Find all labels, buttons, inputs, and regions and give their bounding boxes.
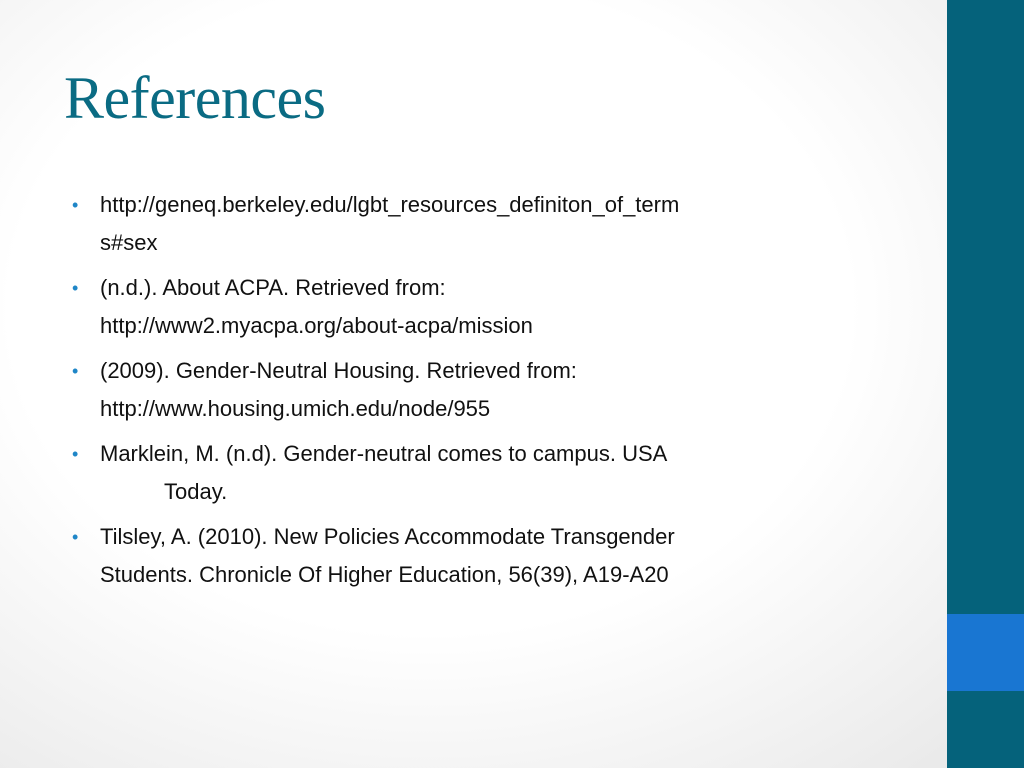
bullet-icon: • [72,444,79,464]
reference-item-2 [72,269,872,345]
reference-line: http://www.housing.umich.edu/node/955 [100,396,491,421]
bullet-icon: • [72,195,79,215]
reference-line: http://geneq.berkeley.edu/lgbt_resources_definiton_of_term [100,192,680,217]
reference-item-4 [72,435,872,511]
reference-line: s#sex [100,230,158,255]
reference-line: Today. [164,479,228,504]
reference-line: Students. Chronicle Of Higher Education, 56(39), A19-A20 [100,562,669,587]
bullet-icon: • [72,361,79,381]
bullet-icon: • [72,527,79,547]
reference-item-5 [72,518,872,594]
reference-line: Marklein, M. (n.d). Gender-neutral comes to campus. USA [100,441,668,466]
reference-item-1 [72,186,872,262]
slide-title: References [64,65,326,131]
reference-line: (2009). Gender-Neutral Housing. Retrieved from: [100,358,577,383]
reference-list [72,186,872,601]
side-accent-block [947,614,1024,691]
reference-item-3 [72,352,872,428]
bullet-icon: • [72,278,79,298]
reference-line: Tilsley, A. (2010). New Policies Accommodate Transgender [100,524,675,549]
reference-line: (n.d.). About ACPA. Retrieved from: [100,275,446,300]
reference-line: http://www2.myacpa.org/about-acpa/mission [100,313,533,338]
